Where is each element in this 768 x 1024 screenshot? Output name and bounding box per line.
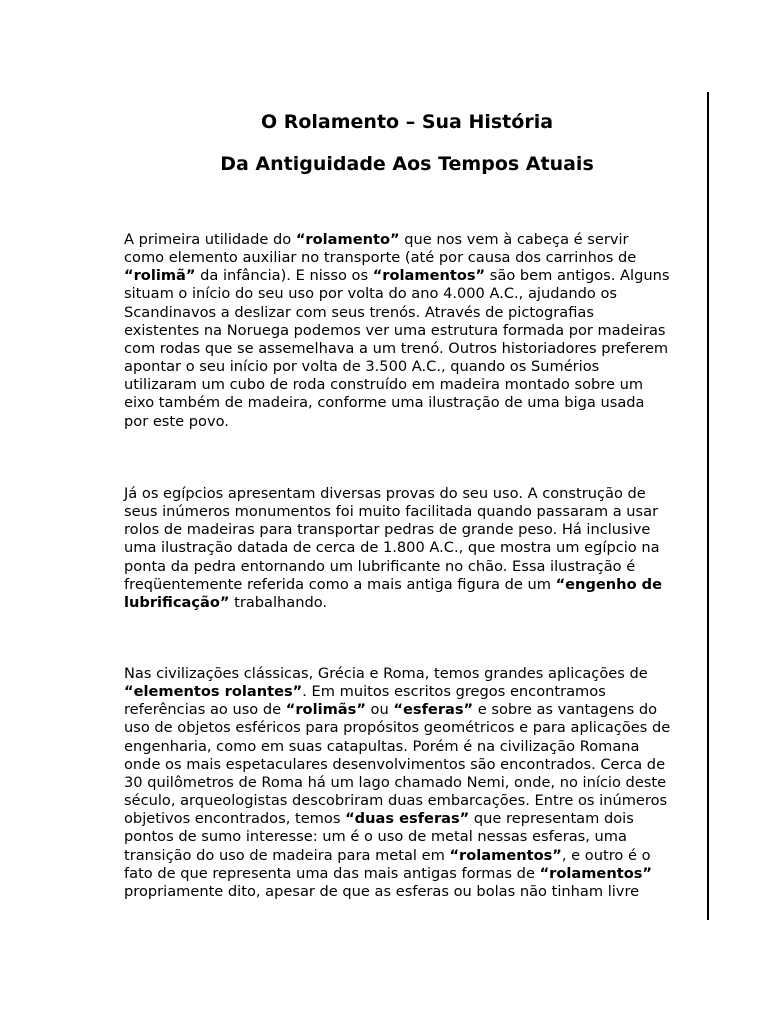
text-run: são bem antigos. Alguns xyxy=(485,267,670,285)
text-run: que representam dois xyxy=(469,810,634,828)
text-line xyxy=(124,810,692,828)
text-run: pontos de sumo interesse: um é o uso de metal nessas esferas, uma xyxy=(124,828,627,846)
text-line xyxy=(124,883,692,901)
paragraph-2 xyxy=(124,485,692,612)
text-run: da infância). E nisso os xyxy=(195,267,373,285)
text-line xyxy=(124,340,692,358)
paragraph-1 xyxy=(124,231,692,431)
text-run: como elemento auxiliar no transporte (até por causa dos carrinhos de xyxy=(124,249,637,267)
text-run: , e outro é o xyxy=(561,846,651,864)
bold-term: “duas esferas” xyxy=(345,810,470,828)
text-line xyxy=(124,249,692,267)
bold-term: “engenho de xyxy=(555,575,663,593)
text-run: que nos vem à cabeça é servir xyxy=(399,231,629,248)
text-line xyxy=(124,665,692,683)
text-line xyxy=(124,558,692,576)
text-line xyxy=(124,865,692,883)
text-line xyxy=(124,683,692,701)
text-line xyxy=(124,701,692,719)
text-run: Já os egípcios apresentam diversas provas do seu uso. A construção de xyxy=(124,485,646,502)
bold-term: “rolamentos” xyxy=(539,864,653,882)
paragraph-3 xyxy=(124,665,692,901)
text-line xyxy=(124,594,692,612)
text-line xyxy=(124,774,692,792)
bold-term: “elementos rolantes” xyxy=(124,683,303,701)
text-line xyxy=(124,304,692,322)
text-run: onde os mais espetaculares desenvolvimentos são encontrados. Cerca de xyxy=(124,755,666,773)
text-run: por este povo. xyxy=(124,412,229,430)
text-run: rolos de madeiras para transportar pedras de grande peso. Há inclusive xyxy=(124,521,651,539)
text-run: apontar o seu início por volta de 3.500 A.C., quando os Sumérios xyxy=(124,358,600,376)
text-line xyxy=(124,485,692,503)
text-run: freqüentemente referida como a mais antiga figura de um xyxy=(124,575,556,593)
bold-term: lubrificação” xyxy=(124,593,230,611)
text-line xyxy=(124,847,692,865)
text-run: transição do uso de madeira para metal em xyxy=(124,846,450,864)
text-run: uso de objetos esféricos para propósitos geométricos e para aplicações de xyxy=(124,719,671,737)
text-line xyxy=(124,231,692,249)
text-line xyxy=(124,738,692,756)
text-run: uma ilustração datada de cerca de 1.800 A.C., que mostra um egípcio na xyxy=(124,539,660,557)
text-run: ponta da pedra entornando um lubrificante no chão. Essa ilustração é xyxy=(124,557,636,575)
text-run: A primeira utilidade do xyxy=(124,231,296,248)
text-run: utilizaram um cubo de roda construído em madeira montado sobre um xyxy=(124,376,644,394)
text-line xyxy=(124,539,692,557)
text-line xyxy=(124,503,692,521)
text-run: eixo também de madeira, conforme uma ilustração de uma biga usada xyxy=(124,394,645,412)
text-run: e sobre as vantagens do xyxy=(473,701,658,719)
text-line xyxy=(124,792,692,810)
text-run: 30 quilômetros de Roma há um lago chamado Nemi, onde, no início deste xyxy=(124,773,667,791)
text-line xyxy=(124,267,692,285)
document-subtitle: Da Antiguidade Aos Tempos Atuais xyxy=(220,153,594,175)
bold-term: “esferas” xyxy=(393,701,474,719)
text-run: século, arqueologistas descobriram duas embarcações. Entre os inúmeros xyxy=(124,792,668,810)
text-line xyxy=(124,828,692,846)
text-line xyxy=(124,576,692,594)
text-run: objetivos encontrados, temos xyxy=(124,810,346,828)
text-run: referências ao uso de xyxy=(124,701,286,719)
text-line xyxy=(124,358,692,376)
text-run: fato de que representa uma das mais antigas formas de xyxy=(124,864,540,882)
bold-term: “rolamentos” xyxy=(449,846,562,864)
text-run: trabalhando. xyxy=(229,593,328,611)
text-line xyxy=(124,413,692,431)
text-run: engenharia, como em suas catapultas. Porém é na civilização Romana xyxy=(124,737,640,755)
bold-term: “rolimã” xyxy=(124,267,196,285)
margin-rule xyxy=(707,92,709,920)
text-line xyxy=(124,719,692,737)
text-line xyxy=(124,322,692,340)
text-line xyxy=(124,376,692,394)
text-run: situam o início do seu uso por volta do ano 4.000 A.C., ajudando os xyxy=(124,285,618,303)
text-line xyxy=(124,756,692,774)
text-run: Nas civilizações clássicas, Grécia e Roma, temos grandes aplicações de xyxy=(124,665,648,682)
text-run: propriamente dito, apesar de que as esferas ou bolas não tinham livre xyxy=(124,882,640,900)
text-line xyxy=(124,521,692,539)
text-line xyxy=(124,394,692,412)
text-run: existentes na Noruega podemos ver uma estrutura formada por madeiras xyxy=(124,321,666,339)
bold-term: “rolamentos” xyxy=(372,267,486,285)
text-run: com rodas que se assemelhava a um trenó. Outros historiadores preferem xyxy=(124,339,669,357)
text-run: ou xyxy=(365,701,394,719)
text-run: seus inúmeros monumentos foi muito facilitada quando passaram a usar xyxy=(124,503,659,521)
bold-term: “rolamento” xyxy=(295,231,400,248)
text-line xyxy=(124,285,692,303)
document-title: O Rolamento – Sua História xyxy=(260,111,554,133)
text-run: Scandinavos a deslizar com seus trenós. Através de pictografias xyxy=(124,303,594,321)
bold-term: “rolimãs” xyxy=(285,701,366,719)
text-run: . Em muitos escritos gregos encontramos xyxy=(302,683,606,701)
